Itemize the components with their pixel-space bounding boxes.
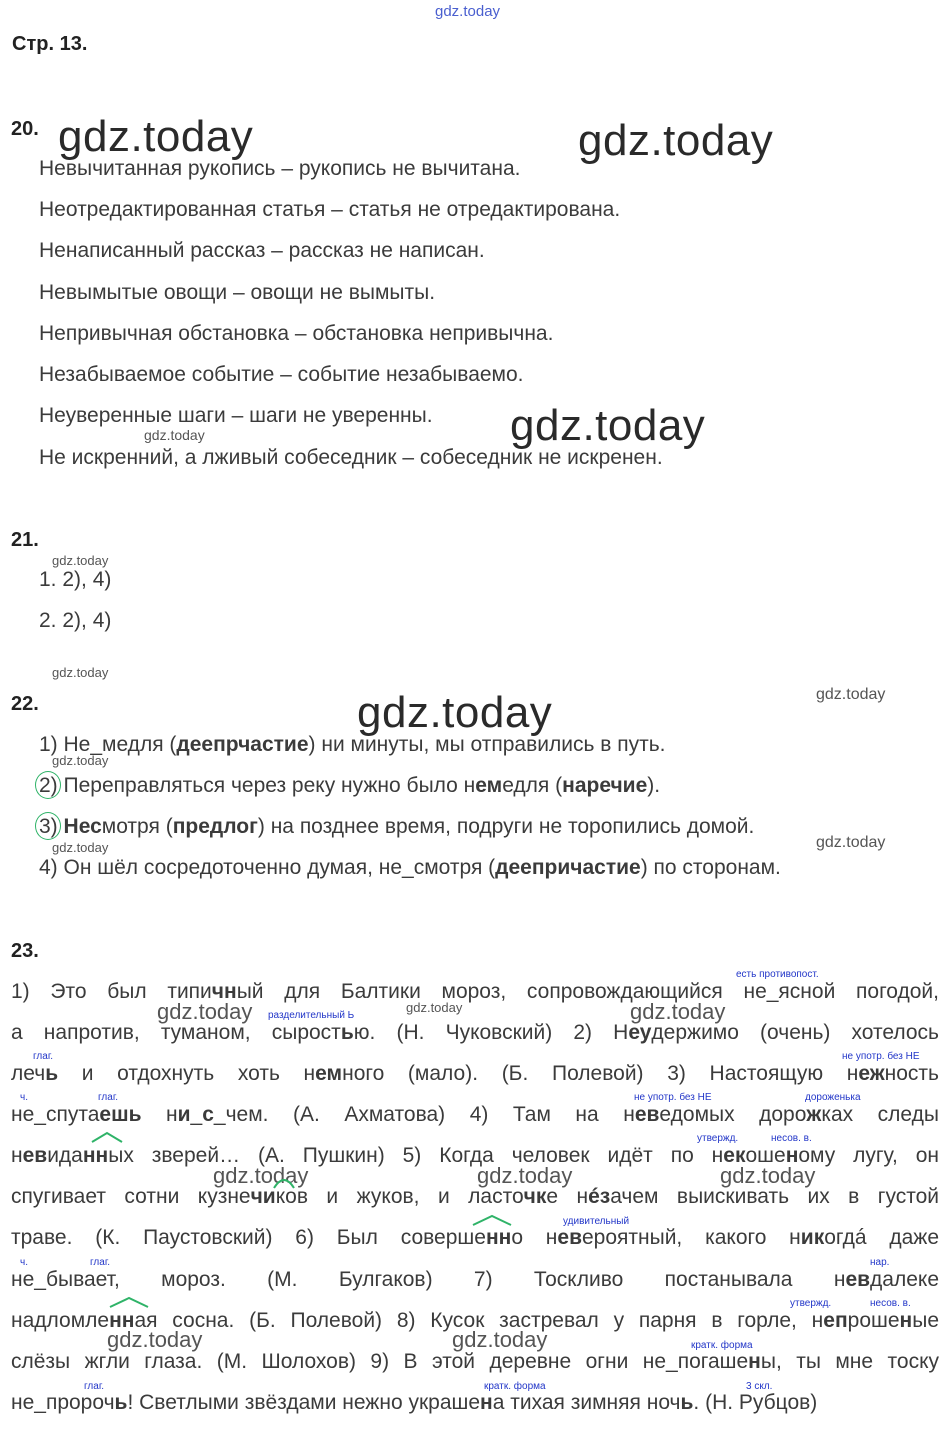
annotation: несов. в. xyxy=(870,1298,911,1309)
ex22-line-1: 1) Не_медля (деепрчастие) ни минуты, мы отправились в путь. xyxy=(39,733,666,756)
suffix-mark xyxy=(108,1295,150,1309)
ex22-line-3: 3) Несмотря (предлог) на позднее время, подруги не торопились домой. xyxy=(39,815,755,838)
ex22-line-2: 2) Переправляться через реку нужно было немедля (наречие). xyxy=(39,774,661,797)
ex20-line: Невычитанная рукопись – рукопись не вычитана. xyxy=(39,157,521,180)
annotation: глаг. xyxy=(84,1381,105,1392)
watermark: gdz.today xyxy=(213,1163,309,1188)
watermark: gdz.today xyxy=(52,553,109,568)
exercise-21-number: 21. xyxy=(11,529,39,551)
annotation: ч. xyxy=(20,1092,28,1103)
watermark: gdz.today xyxy=(477,1163,573,1188)
exercise-23-number: 23. xyxy=(11,940,39,962)
annotation: кратк. форма xyxy=(691,1340,753,1351)
watermark: gdz.today xyxy=(630,999,726,1024)
watermark: gdz.today xyxy=(144,427,205,443)
top-watermark: gdz.today xyxy=(435,3,501,20)
annotation: утвержд. xyxy=(697,1133,739,1144)
annotation: не употр. без НЕ xyxy=(842,1051,920,1062)
ex23-row-11: не_пророчь! Светлыми звёздами нежно украшена тихая зимняя ночь. (Н. Рубцов) xyxy=(11,1391,818,1414)
watermark: gdz.today xyxy=(357,688,553,737)
annotation: разделительный Ь xyxy=(268,1010,355,1021)
annotation: утвержд. xyxy=(790,1298,832,1309)
ex23-row-9: надломленная сосна. (Б. Полевой) 8) Кусок застревал у парня в горле, непрошеные xyxy=(11,1309,939,1332)
ex21-line: 1. 2), 4) xyxy=(39,568,112,591)
annotation: глаг. xyxy=(90,1257,111,1268)
exercise-22-number: 22. xyxy=(11,693,39,715)
ex20-line: Ненаписанный рассказ – рассказ не написан. xyxy=(39,239,485,262)
watermark: gdz.today xyxy=(578,116,774,165)
annotation: кратк. форма xyxy=(484,1381,546,1392)
watermark: gdz.today xyxy=(157,999,253,1024)
ex23-row-1: 1) Это был типичный для Балтики мороз, сопровождающийся не_ясной погодой, xyxy=(11,980,939,1003)
annotation: есть противопост. xyxy=(736,969,819,980)
ex22-line-4: 4) Он шёл сосредоточенно думая, не_смотря (деепричастие) по сторонам. xyxy=(39,856,781,879)
annotation: 3 скл. xyxy=(746,1381,773,1392)
annotation: глаг. xyxy=(98,1092,119,1103)
ex20-line: Незабываемое событие – событие незабываемо. xyxy=(39,363,524,386)
watermark: gdz.today xyxy=(406,1000,463,1015)
ex20-line: Не искренний, а лживый собеседник – собеседник не искренен. xyxy=(39,446,663,469)
watermark: gdz.today xyxy=(452,1327,548,1352)
watermark: gdz.today xyxy=(58,112,254,161)
ex23-row-4: не_спутаешь ни_с_чем. (А. Ахматова) 4) Там на неведомых дорожках следы xyxy=(11,1103,939,1126)
annotation: ч. xyxy=(20,1257,28,1268)
ex20-line: Непривычная обстановка – обстановка непривычна. xyxy=(39,322,554,345)
ex20-line: Неуверенные шаги – шаги не уверенны. xyxy=(39,404,433,427)
ex23-row-3: лечь и отдохнуть хоть немного (мало). (Б. Полевой) 3) Настоящую нежность xyxy=(11,1062,939,1085)
annotation: удивительный xyxy=(563,1216,630,1227)
ex23-row-8: не_бывает, мороз. (М. Булгаков) 7) Тоскливо постанывала невдалеке xyxy=(11,1268,939,1291)
page-label: Стр. 13. xyxy=(12,33,88,55)
annotation: нар. xyxy=(870,1257,890,1268)
suffix-mark xyxy=(90,1130,124,1144)
ex23-row-6: спугивает сотни кузнечиков и жуков, и ласточке нéзачем выискивать их в густой xyxy=(11,1185,939,1208)
ex23-row-7: траве. (К. Паустовский) 6) Был совершенно невероятный, какого никогдá даже xyxy=(11,1226,939,1249)
exercise-20-number: 20. xyxy=(11,118,39,140)
suffix-mark xyxy=(471,1213,513,1227)
annotation: глаг. xyxy=(33,1051,54,1062)
watermark: gdz.today xyxy=(816,834,886,851)
ex21-line: 2. 2), 4) xyxy=(39,609,112,632)
watermark: gdz.today xyxy=(107,1327,203,1352)
annotation: несов. в. xyxy=(771,1133,812,1144)
ex23-row-2: а напротив, туманом, сыростью. (Н. Чуковский) 2) Неудержимо (очень) хотелось xyxy=(11,1021,940,1044)
watermark: gdz.today xyxy=(720,1163,816,1188)
watermark: gdz.today xyxy=(816,686,886,703)
ex23-row-5: невиданных зверей… (А. Пушкин) 5) Когда человек идёт по некошеному лугу, он xyxy=(11,1144,939,1167)
watermark: gdz.today xyxy=(510,401,706,450)
ex20-line: Невымытые овощи – овощи не вымыты. xyxy=(39,281,436,304)
annotation: не употр. без НЕ xyxy=(634,1092,712,1103)
watermark: gdz.today xyxy=(52,840,109,855)
watermark: gdz.today xyxy=(52,665,109,680)
ex23-row-10: слёзы жгли глаза. (М. Шолохов) 9) В этой деревне огни не_погашены, ты мне тоску xyxy=(11,1350,939,1373)
watermark: gdz.today xyxy=(52,753,109,768)
annotation: дороженька xyxy=(805,1092,861,1103)
ex20-line: Неотредактированная статья – статья не отредактирована. xyxy=(39,198,621,221)
